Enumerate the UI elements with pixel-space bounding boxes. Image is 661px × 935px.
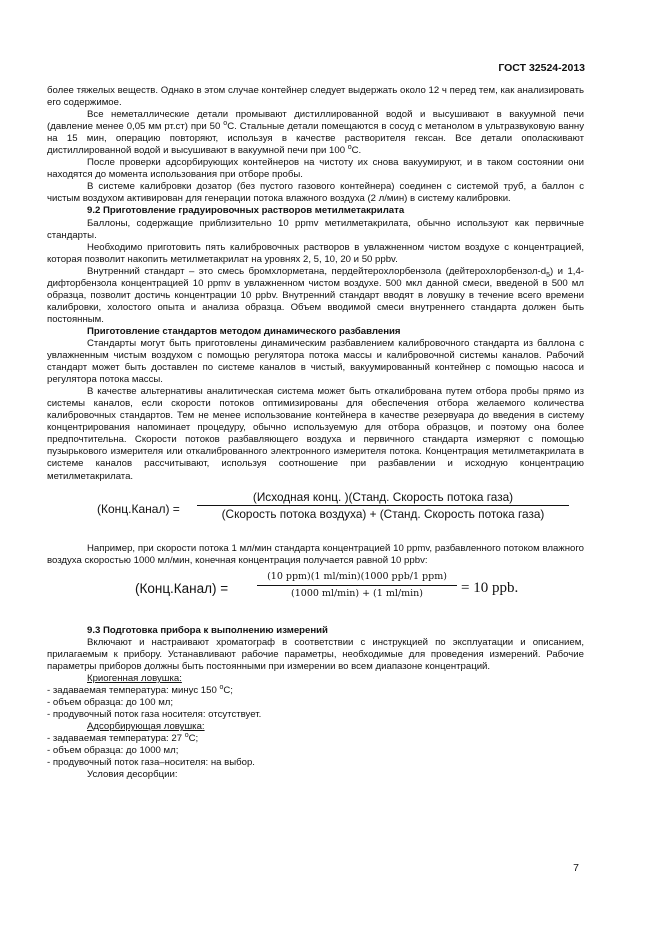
list-item: - объем образца: до 100 мл; xyxy=(47,696,174,708)
subsection-heading-dynamic-dilution: Приготовление стандартов методом динамического разбавления xyxy=(87,325,401,337)
section-heading-9-2: 9.2 Приготовление градуировочных растворов метилметакрилата xyxy=(87,205,405,217)
list-title-cryogenic-trap: Криогенная ловушка: xyxy=(87,672,182,684)
formula-lhs: (Конц.Канал) = xyxy=(135,580,229,596)
list-item: - продувочный поток газа–носителя: на выбор. xyxy=(47,757,255,769)
formula-fraction xyxy=(257,571,457,600)
list-item: - продувочный поток газа носителя: отсутствует. xyxy=(47,708,262,720)
formula-numerator: (10 ppm)(1 ml/min)(1000 ppb/1 ppm) xyxy=(267,570,447,582)
formula-numerator: (Исходная конц. )(Станд. Скорость потока газа) xyxy=(252,489,514,504)
list-item: - объем образца: до 1000 мл; xyxy=(47,745,179,757)
list-item: - задаваемая температура: минус 150 $^o$C; xyxy=(47,683,233,696)
formula-concentration xyxy=(47,487,584,543)
paragraph: более тяжелых веществ. Однако в этом случае контейнер следует выдержать около 12 ч перед тем, как анализировать его содержимое. xyxy=(47,85,584,109)
degree-symbol: o xyxy=(347,144,352,152)
document-code: ГОСТ 32524-2013 xyxy=(498,62,585,74)
page-content xyxy=(47,85,584,781)
page-number: 7 xyxy=(573,862,579,874)
desorption-conditions-title: Условия десорбции: xyxy=(87,769,178,781)
paragraph: Все неметаллические детали промывают дистиллированной водой и высушивают в вакуумной печи (давление менее 0,05 мм рт.ст) при 50 $^o$C. Стальные детали помещаются в сосуд с метанолом в ультразвуковую ванну на 15 мин, операцию повторяют, используя в качестве растворителя гексан. Все детали ополаскивают дистиллированной водой и высушивают в вакуумной печи при 100 $^o$C. xyxy=(47,109,585,157)
formula-lhs: (Конц.Канал) = xyxy=(97,501,180,516)
formula-result: = 10 ppb. xyxy=(461,579,519,596)
formula-fraction xyxy=(197,491,569,520)
list-item: - задаваемая температура: 27 $^o$C; xyxy=(47,731,199,745)
paragraph: В качестве альтернативы аналитическая система может быть откалибрована путем отбора пробы прямо из системы каналов, если скорости потоков оптимизированы для обеспечения отбора желаемого количества калибровочных стандартов. Тем не менее использование контейнера в качестве резервуара до введения в систему концентрирования напоминает процедуру, обычно используемую для отбора образцов, и поэтому она более предпочтительна. Скорости потоков разбавляющего воздуха и первичного стандарта измеряют с помощью пузырькового измерителя или откалиброванного электронного измерителя потока. Концентрация метилметакрилата в системе каналов рассчитывают, используя соотношение при разбавлении и исходную концентрацию метилметакрилата. xyxy=(47,386,584,482)
degree-symbol: o xyxy=(184,731,189,739)
paragraph: В системе калибровки дозатор (без пустого газового контейнера) соединен с системой труб, а баллон с чистым воздухом активирован для генерации потока влажного воздуха (2 л/мин) в систему калибровки. xyxy=(47,181,584,205)
paragraph: После проверки адсорбирующих контейнеров на чистоту их снова вакуумируют, и в таком состоянии они находятся до момента использования при отборе пробы. xyxy=(47,157,584,181)
paragraph: Баллоны, содержащие приблизительно 10 ppmv метилметакрилата, обычно используют как первичные стандарты. xyxy=(47,217,584,241)
degree-symbol: o xyxy=(219,683,224,691)
paragraph: Необходимо приготовить пять калибровочных растворов в увлажненном чистом воздухе с концентрацией, которая позволит накопить метилметакрилат на уровнях 2, 5, 10, 20 и 50 ppbv. xyxy=(47,241,584,265)
section-heading-9-3: 9.3 Подготовка прибора к выполнению измерений xyxy=(87,624,328,636)
formula-denominator: (Скорость потока воздуха) + (Станд. Скорость потока газа) xyxy=(221,506,545,521)
paragraph: Например, при скорости потока 1 мл/мин стандарта концентрацией 10 ppmv, разбавленного потоком влажного воздуха скоростью 1000 мл/мин, конечная концентрация получается равной 10 ppbv: xyxy=(47,542,584,566)
degree-symbol: o xyxy=(223,119,228,127)
paragraph: Внутренний стандарт – это смесь бромхлорметана, пердейтерохлорбензола $(дейтерохлорбензол-d_5)$ и 1,4-дифторбензола концентрацией 10 ppmv в увлажненном чистом воздухе. 500 мкл данной смеси, введеной в 500 мл образца, позволит достичь концентрации 10 ppbv. Внутренний стандарт вводят в ловушку в течение всего времени калибровки, холостого опыта и анализа образца. Объем вводимой смеси внутреннего стандарта должен быть постоянным. xyxy=(47,265,584,325)
formula-denominator: (1000 ml/min) + (1 ml/min) xyxy=(291,587,423,599)
paragraph: Включают и настраивают хроматограф в соответствии с инструкцией по эксплуатации и описанием, прилагаемым к прибору. Устанавливают рабочие параметры, необходимые для проведения измерений. Рабочие параметры приборов должны быть постоянными при измерении во всем диапазоне концентраций. xyxy=(47,636,584,672)
formula-example xyxy=(47,569,584,625)
paragraph: Стандарты могут быть приготовлены динамическим разбавлением калибровочного стандарта из баллона с увлажненным чистым воздухом с помощью регулятора потока массы и калибровочной системы каналов. Рабочий стандарт может быть доставлен по системе каналов в чистый, вакуумированный контейнер с помощью насоса и регулятора потока массы. xyxy=(47,337,584,386)
list-title-adsorbent-trap: Адсорбирующая ловушка: xyxy=(87,721,205,733)
